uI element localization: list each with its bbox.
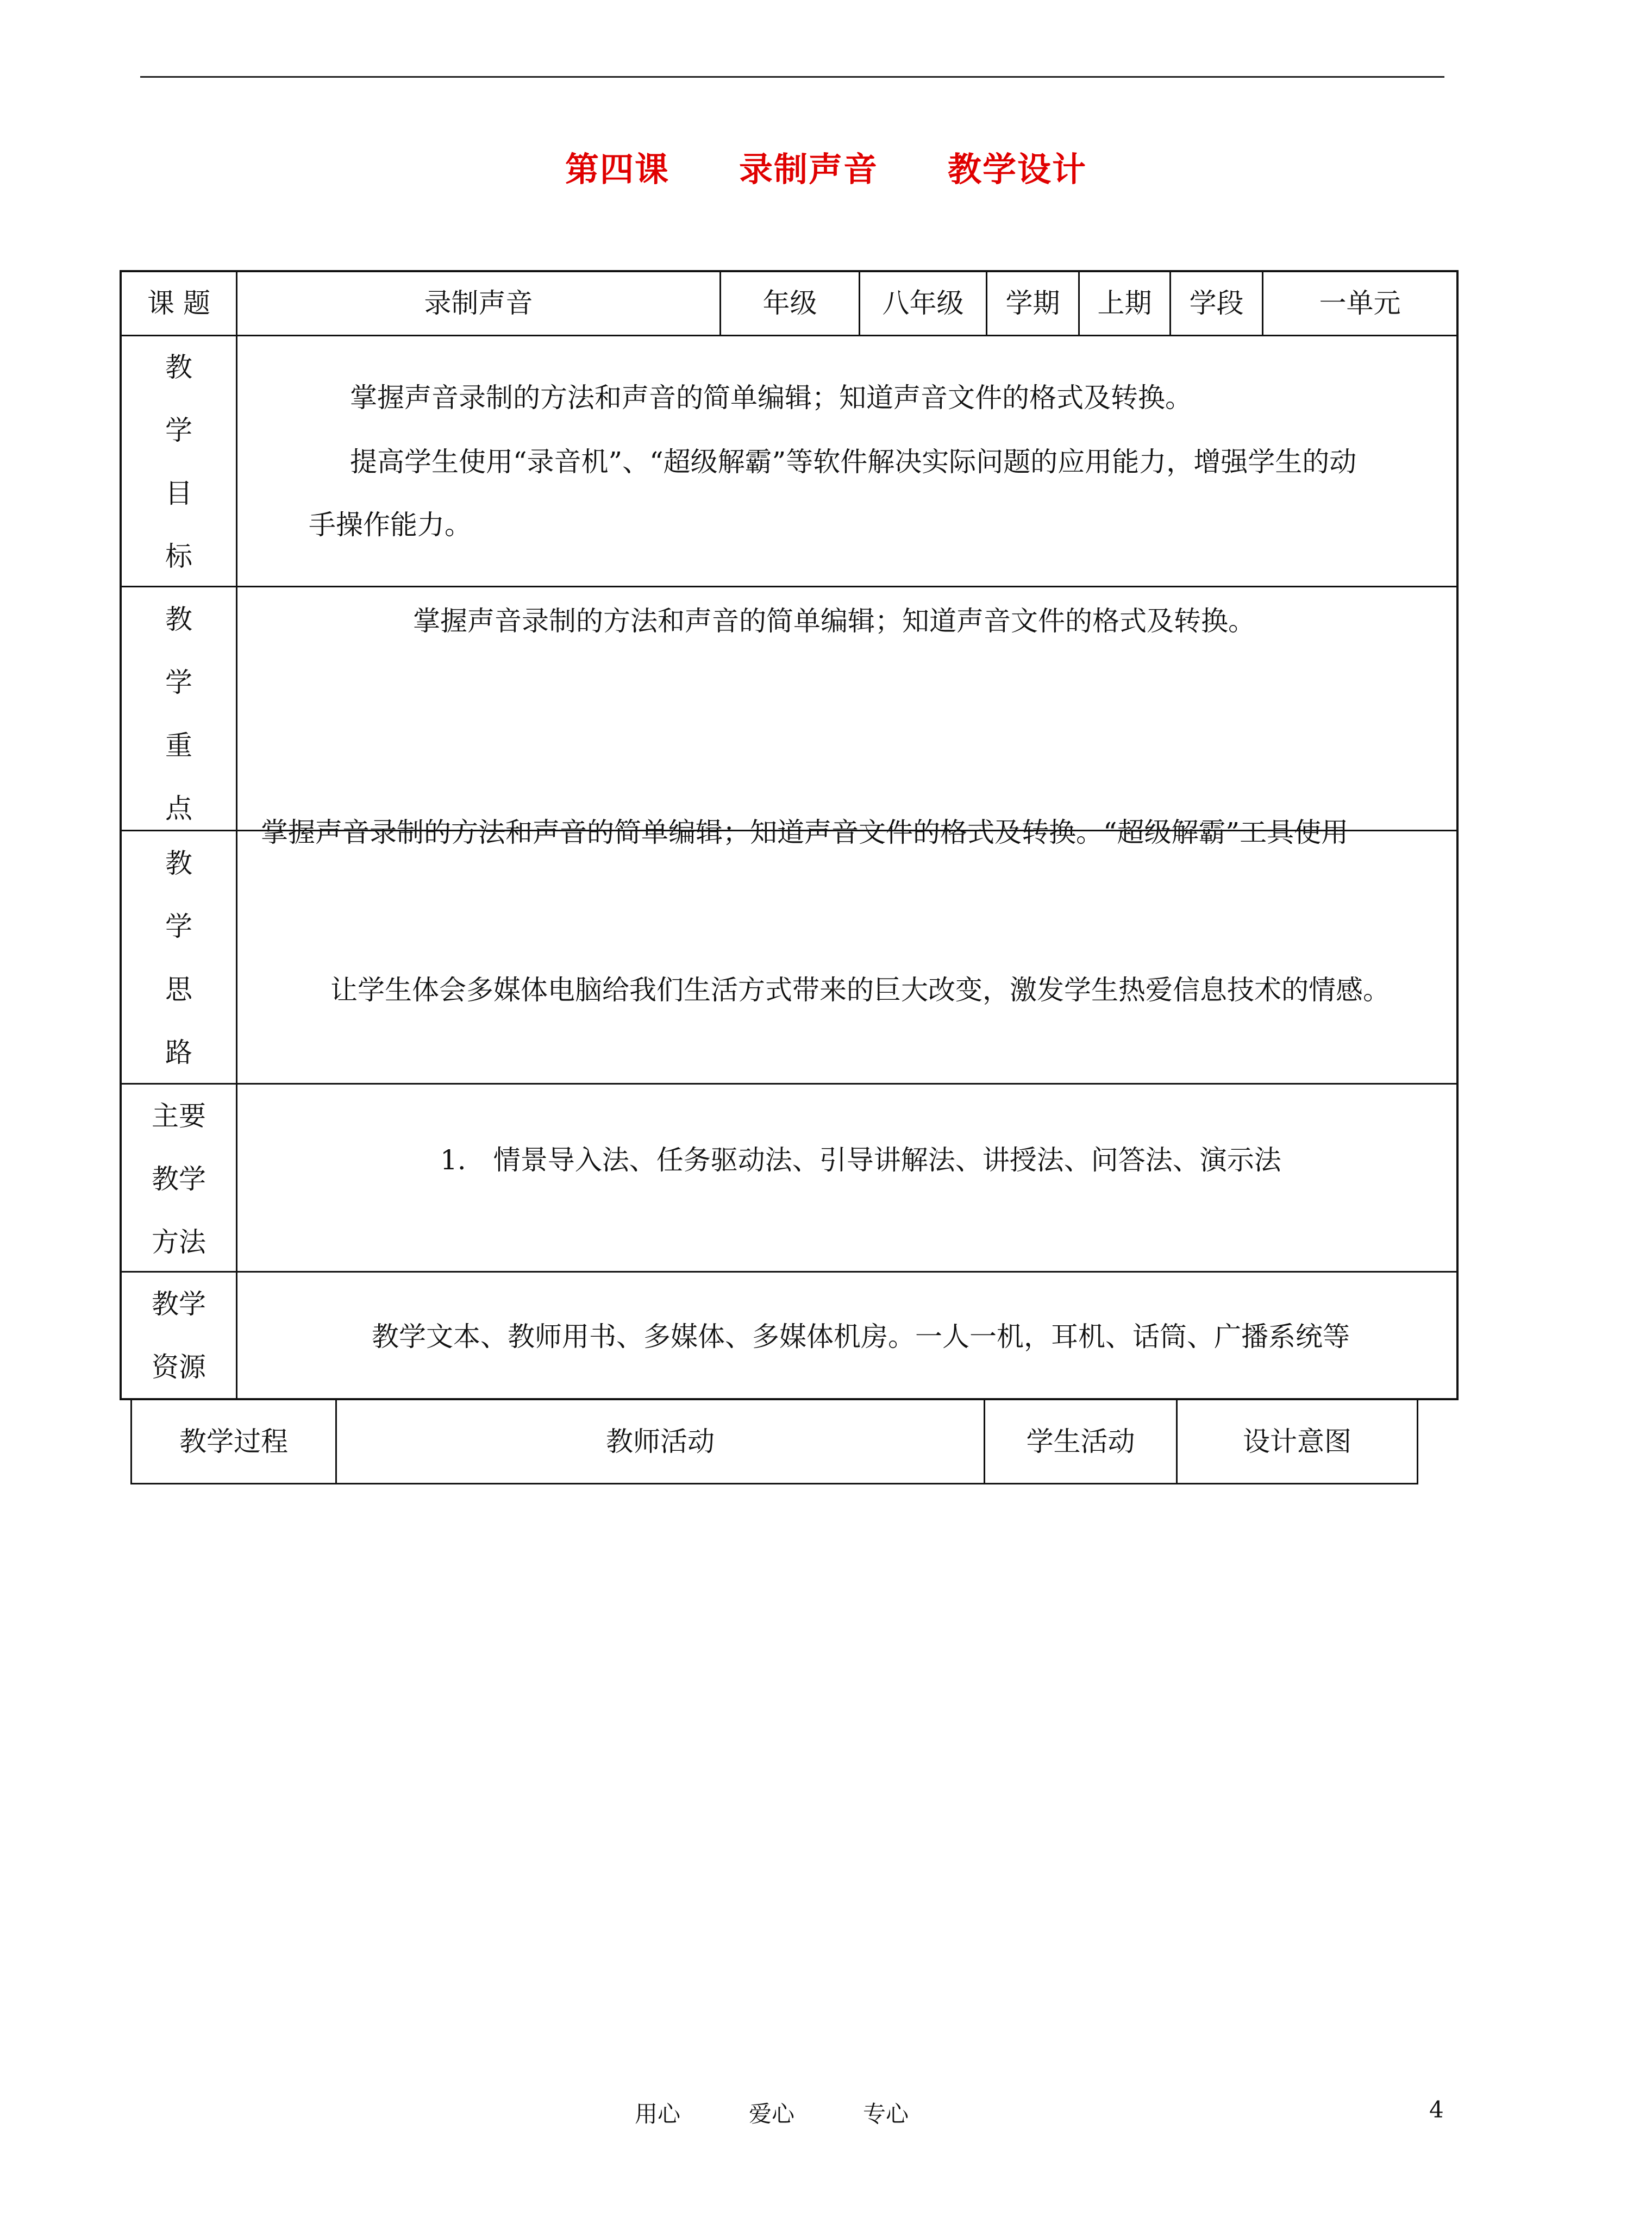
process-col-intent: 设计意图	[1243, 1425, 1351, 1457]
approach-text: 让学生体会多媒体电脑给我们生活方式带来的巨大改变，激发学生热爱信息技术的情感。	[330, 974, 1390, 1006]
section-label: 学段	[1189, 287, 1244, 319]
page-number: 4	[1429, 2096, 1444, 2123]
key-points-label: 教 学 重 点	[165, 604, 192, 824]
process-col-teacher: 教师活动	[606, 1425, 715, 1457]
objectives-line-3: 手操作能力。	[309, 509, 472, 541]
objectives-line-2: 提高学生使用“录音机”、“超级解霸”等软件解决实际问题的应用能力，增强学生的动	[350, 446, 1357, 478]
approach-label: 教 学 思 路	[165, 848, 192, 1068]
grade-label: 年级	[762, 287, 817, 319]
resources-text: 教学文本、教师用书、多媒体、多媒体机房。一人一机，耳机、话筒、广播系统等	[372, 1321, 1350, 1352]
key-points-text: 掌握声音录制的方法和声音的简单编辑；知道声音文件的格式及转换。	[413, 605, 1255, 637]
methods-text: 1. 情景导入法、任务驱动法、引导讲解法、讲授法、问答法、演示法	[440, 1144, 1281, 1176]
page-title: 第四课 录制声音 教学设计	[565, 149, 1087, 189]
topic-value: 录制声音	[424, 287, 533, 319]
process-col-student: 学生活动	[1026, 1425, 1135, 1457]
key-points-overflow: 掌握声音录制的方法和声音的简单编辑；知道声音文件的格式及转换。“超级解霸”工具使用	[261, 817, 1349, 848]
objectives-label: 教 学 目 标	[165, 352, 192, 572]
grade-value: 八年级	[882, 287, 964, 319]
topic-label: 课 题	[147, 287, 210, 319]
objectives-line-1: 掌握声音录制的方法和声音的简单编辑；知道声音文件的格式及转换。	[350, 382, 1192, 414]
resources-label: 教学 资源	[152, 1288, 206, 1383]
methods-label: 主要 教学 方法	[152, 1100, 206, 1258]
process-col-stage: 教学过程	[179, 1425, 288, 1457]
term-label: 学期	[1005, 287, 1060, 319]
footer-motto: 用心 爱心 专心	[635, 2101, 909, 2127]
term-value: 上期	[1097, 287, 1152, 319]
section-value: 一单元	[1319, 287, 1401, 319]
header-rule	[140, 76, 1444, 78]
